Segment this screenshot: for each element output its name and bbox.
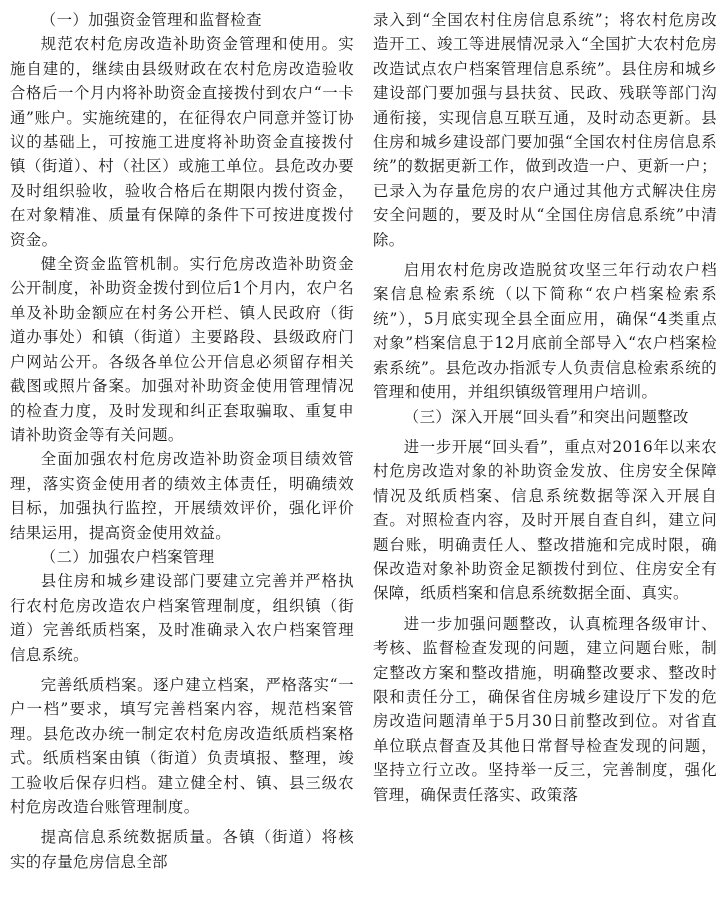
paragraph: 完善纸质档案。逐户建立档案，严格落实“一户一档”要求，填写完善档案内容，规范档案管理。县危改办统一制定农村危房改造纸质档案格式。纸质档案由镇（街道）负责填报、整理，竣工验收后保存归档。建立健全村、镇、县三级农村危房改造台账管理制度。 xyxy=(10,675,354,816)
right-column xyxy=(373,8,717,807)
paragraph: 县住房和城乡建设部门要建立完善并严格执行农村危房改造农户档案管理制度，组织镇（街道）完善纸质档案，及时准确录入农户档案管理信息系统。 xyxy=(10,572,354,664)
section-heading-2: （二）加强农户档案管理 xyxy=(40,547,215,566)
paragraph: 录入到“全国农村住房信息系统”；将农村危房改造开工、竣工等进展情况录入“全国扩大农村危房改造试点农户档案管理信息系统”。县住房和城乡建设部门要加强与县扶贫、民政、残联等部门沟通衔接，实现信息互联互通，及时动态更新。县住房和城乡建设部门要加强“全国农村住房信息系统”的数据更新工作，做到改造一户、更新一户；已录入为存量危房的农户通过其他方式解决住房安全问题的，要及时从“全国住房信息系统”中清除。 xyxy=(373,11,717,249)
section-heading-3: （三）深入开展“回头看”和突出问题整改 xyxy=(403,407,689,426)
paragraph: 全面加强农村危房改造补助资金项目绩效管理，落实资金使用者的绩效主体责任，明确绩效目标，加强执行监控，开展绩效评价，强化评价结果运用，提高资金使用效益。 xyxy=(10,450,354,542)
paragraph: 启用农村危房改造脱贫攻坚三年行动农户档案信息检索系统（以下简称“农户档案检索系统”），5月底实现全县全面应用，确保“4类重点对象”档案信息于12月底前全部导入“农户档案检索系统”。县危改办指派专人负责信息检索系统的管理和使用，并组织镇级管理用户培训。 xyxy=(373,261,717,402)
paragraph: 规范农村危房改造补助资金管理和使用。实施自建的，继续由县级财政在农村危房改造验收合格后一个月内将补助资金直接拨付到农户“一卡通”账户。实施统建的，在征得农户同意并签订协议的基础上，可按施工进度将补助资金直接拨付镇（街道）、村（社区）或施工单位。县危改办要及时组织验收，验收合格后在期限内拨付资金，在对象精准、质量有保障的条件下可按进度拨付资金。 xyxy=(10,35,354,249)
left-column xyxy=(10,8,354,874)
paragraph: 提高信息系统数据质量。各镇（街道）将核实的存量危房信息全部 xyxy=(10,828,354,871)
section-heading-1: （一）加强资金管理和监督检查 xyxy=(40,11,262,29)
paragraph: 健全资金监管机制。实行危房改造补助资金公开制度，补助资金拨付到位后1个月内，农户名单及补助金额应在村务公开栏、镇人民政府（街道办事处）和镇（街道）主要路段、县级政府门户网站公开。各级各单位公开信息必须留存相关截图或照片备案。加强对补助资金使用管理情况的检查力度，及时发现和纠正套取骗取、重复申请补助资金等有关问题。 xyxy=(10,255,354,444)
paragraph: 进一步开展“回头看”，重点对2016年以来农村危房改造对象的补助资金发放、住房安全保障情况及纸质档案、信息系统数据等深入开展自查。对照检查内容，及时开展自查自纠，建立问题台账，明确责任人、整改措施和完成时限，确保改造对象补助资金足额拨付到位、住房安全有保障，纸质档案和信息系统数据全面、真实。 xyxy=(373,437,717,603)
paragraph: 进一步加强问题整改，认真梳理各级审计、考核、监督检查发现的问题，建立问题台账，制定整改方案和整改措施，明确整改要求、整改时限和责任分工，确保省住房城乡建设厅下发的危房改造问题清单于5月30日前整改到位。对省直单位联点督查及其他日常督导检查发现的问题，坚持立行立改。坚持举一反三，完善制度，强化管理，确保责任落实、政策落 xyxy=(373,614,717,804)
